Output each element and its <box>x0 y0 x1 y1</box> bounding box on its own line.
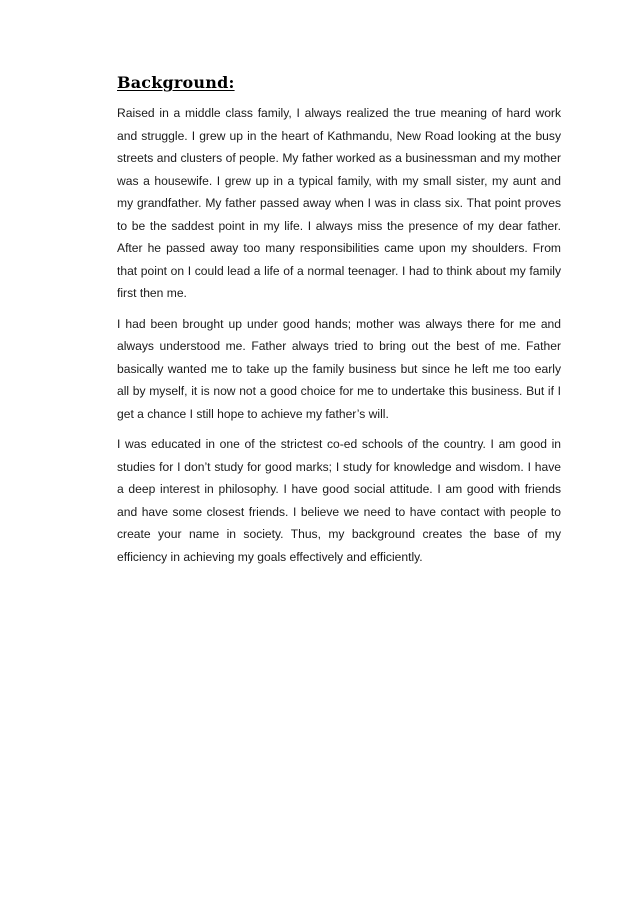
section-heading: Background: <box>117 73 235 92</box>
paragraph-3: I was educated in one of the strictest co-ed schools of the country. I am good in studies for I don’t study for good marks; I study for knowledge and wisdom. I have a deep interest in philosophy. I have good social attitude. I am good with friends and have some closest friends. I believe we need to have contact with people to create your name in society. Thus, my background creates the base of my efficiency in achieving my goals effectively and efficiently. <box>117 437 561 564</box>
paragraph-2: I had been brought up under good hands; mother was always there for me and always understood me. Father always tried to bring out the best of me. Father basically wanted me to take up the family business but since he left me too early all by myself, it is now not a good choice for me to undertake this business. But if I get a chance I still hope to achieve my father’s will. <box>117 316 561 421</box>
document-body <box>117 72 561 576</box>
paragraph-1: Raised in a middle class family, I always realized the true meaning of hard work and struggle. I grew up in the heart of Kathmandu, New Road looking at the busy streets and clusters of people. My father worked as a businessman and my mother was a housewife. I grew up in a typical family, with my small sister, my aunt and my grandfather. My father passed away when I was in class six. That point proves to be the saddest point in my life. I always miss the presence of my dear father. After he passed away too many responsibilities came upon my shoulders. From that point on I could lead a life of a normal teenager. I had to think about my family first then me. <box>117 106 561 300</box>
